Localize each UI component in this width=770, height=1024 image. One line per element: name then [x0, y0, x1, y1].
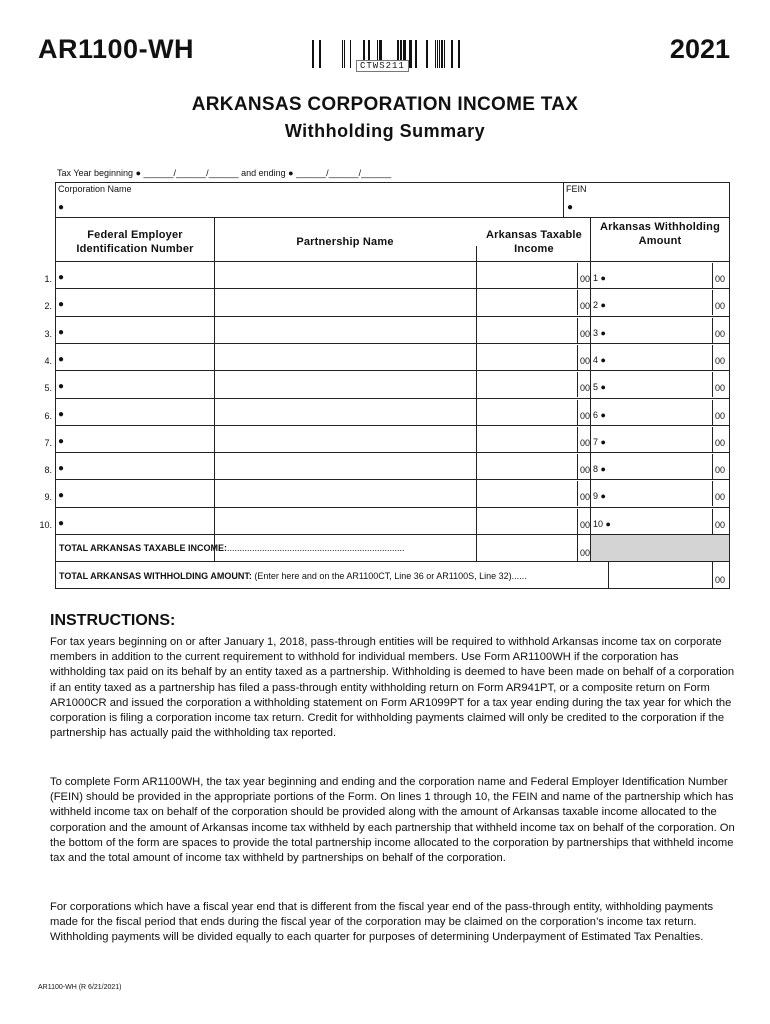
instructions-paragraph-1: For tax years beginning on or after January 1, 2018, pass-through entities will be required to withhold Arkansas income tax on corporate members in addition to the current requirement to withhold for individual members. Use Form AR1100WH if the corporation has withholding tax paid on its behalf by an entity taxed as a partnership. Withholding is deemed to have been made on behalf of a corporation if an entity taxed as a partnership has filed a pass-through entity withholding return on Form AR941PT, or a composite return on Form AR1000CR and issued the corporation a withholding statement on Form AR1099PT for a tax year ending during the tax year for which the corporation is filing a corporation income tax return. Credit for withholding payments claimed will only be credited to the corporation if the partnership has actually paid the withholding tax reported. [50, 636, 735, 740]
barcode-bar [344, 40, 345, 68]
cents-divider [712, 345, 713, 370]
row-withholding-field[interactable]: 1 ● [593, 273, 606, 283]
cents-divider [712, 427, 713, 452]
row-fein-field[interactable]: ● [58, 463, 65, 474]
barcode-bar [342, 40, 343, 68]
cents-divider [712, 400, 713, 425]
instructions-title: INSTRUCTIONS: [50, 612, 176, 629]
total-taxable-income-label: TOTAL ARKANSAS TAXABLE INCOME:....................................................................... [59, 543, 405, 553]
cents-divider [712, 263, 713, 288]
row-fein-field[interactable]: ● [58, 381, 65, 392]
row-fein-field[interactable]: ● [58, 409, 65, 420]
row-withholding-cents[interactable]: 00 [715, 411, 726, 421]
row-withholding-cents[interactable]: 00 [715, 383, 726, 393]
row-fein-field[interactable]: ● [58, 490, 65, 501]
row-withholding-cents[interactable]: 00 [715, 492, 726, 502]
row-fein-field[interactable]: ● [58, 272, 65, 283]
row-number: 10. [39, 520, 52, 530]
row-number: 6. [44, 411, 52, 421]
row-fein-field[interactable]: ● [58, 518, 65, 529]
cents-divider [712, 318, 713, 343]
row-number: 4. [44, 356, 52, 366]
row-number: 2. [44, 301, 52, 311]
row-withholding-cents[interactable]: 00 [715, 520, 726, 530]
cents-divider [712, 481, 713, 506]
row-withholding-field[interactable]: 4 ● [593, 355, 606, 365]
row-withholding-cents[interactable]: 00 [715, 301, 726, 311]
row-divider [55, 316, 730, 317]
total-withholding-cents[interactable]: 00 [715, 575, 726, 585]
row-taxable-cents[interactable]: 00 [580, 329, 591, 339]
row-withholding-field[interactable]: 10 ● [593, 519, 611, 529]
fein-field[interactable]: ● [567, 202, 574, 213]
barcode-bar [441, 40, 443, 68]
barcode-bar [439, 40, 440, 68]
row-taxable-cents[interactable]: 00 [580, 465, 591, 475]
row-withholding-cents[interactable]: 00 [715, 465, 726, 475]
row-withholding-field[interactable]: 7 ● [593, 437, 606, 447]
cents-divider [712, 290, 713, 315]
barcode-bar [426, 40, 428, 68]
barcode-bar [409, 40, 412, 68]
row-withholding-field[interactable]: 5 ● [593, 382, 606, 392]
barcode-bar [437, 40, 438, 68]
row-divider [55, 398, 730, 399]
total-withholding-label: TOTAL ARKANSAS WITHHOLDING AMOUNT: (Enter here and on the AR1100CT, Line 36 or AR1100S, Line 32)...... [59, 571, 527, 581]
shaded-cell [591, 535, 729, 561]
row-divider [55, 425, 730, 426]
cents-divider [577, 263, 578, 288]
cents-divider [577, 454, 578, 479]
row-withholding-cents[interactable]: 00 [715, 329, 726, 339]
cents-divider [577, 290, 578, 315]
row-withholding-cents[interactable]: 00 [715, 356, 726, 366]
row-taxable-cents[interactable]: 00 [580, 438, 591, 448]
row-withholding-field[interactable]: 8 ● [593, 464, 606, 474]
corporation-name-field[interactable]: ● [58, 202, 65, 213]
row-taxable-cents[interactable]: 00 [580, 274, 591, 284]
row-divider [55, 343, 730, 344]
row-fein-field[interactable]: ● [58, 299, 65, 310]
row-taxable-cents[interactable]: 00 [580, 383, 591, 393]
row-number: 8. [44, 465, 52, 475]
form-year: 2021 [669, 34, 730, 64]
row-divider [55, 288, 730, 289]
column-header-fein: Federal Employer Identification Number [76, 229, 194, 255]
row-withholding-cents[interactable]: 00 [715, 274, 726, 284]
row-withholding-field[interactable]: 3 ● [593, 328, 606, 338]
cents-divider [712, 509, 713, 534]
cents-divider [577, 481, 578, 506]
row-withholding-cents[interactable]: 00 [715, 438, 726, 448]
cents-divider [577, 427, 578, 452]
cents-divider [577, 372, 578, 397]
barcode-bar [312, 40, 314, 68]
barcode-bar [319, 40, 321, 68]
form-subtitle: Withholding Summary [284, 121, 486, 141]
column-header-partnership: Partnership Name [296, 236, 394, 248]
tax-year-field[interactable]: Tax Year beginning ● ______/______/______ and ending ● ______/______/______ [57, 168, 392, 178]
instructions-paragraph-2: To complete Form AR1100WH, the tax year beginning and ending and the corporation name and Federal Employer Identification Number (FEIN) should be provided in the appropriate portions of the Form. On lines 1 through 10, the FEIN and name of the partnership which has withheld income tax on behalf of the corporation should be provided along with the amount of Arkansas taxable income allocated to the corporation and the amount of Arkansas income tax withheld by each partnership that withheld income tax on behalf of the corporation. On the bottom of the form are spaces to provide the total partnership income allocated to the corporation by partnerships that withheld income tax and the total amount of income tax withheld by partnerships on behalf of the corporation. [50, 776, 735, 865]
form-id: AR1100-WH [38, 34, 195, 64]
total-taxable-cents[interactable]: 00 [580, 548, 591, 558]
cents-divider [577, 318, 578, 343]
barcode-bar [435, 40, 436, 68]
row-withholding-field[interactable]: 9 ● [593, 491, 606, 501]
column-header-withholding: Arkansas Withholding Amount [599, 221, 721, 247]
fein-label: FEIN [566, 184, 587, 194]
cents-divider [712, 372, 713, 397]
barcode-bar [458, 40, 460, 68]
barcode-bar [415, 40, 417, 68]
cents-divider [577, 345, 578, 370]
row-taxable-cents[interactable]: 00 [580, 301, 591, 311]
form-title: ARKANSAS CORPORATION INCOME TAX [191, 94, 579, 115]
row-withholding-field[interactable]: 6 ● [593, 410, 606, 420]
row-fein-field[interactable]: ● [58, 327, 65, 338]
row-withholding-field[interactable]: 2 ● [593, 300, 606, 310]
cents-divider [712, 454, 713, 479]
row-taxable-cents[interactable]: 00 [580, 356, 591, 366]
barcode-bar [444, 40, 445, 68]
cents-divider [577, 509, 578, 534]
row-taxable-cents[interactable]: 00 [580, 411, 591, 421]
row-divider [55, 507, 730, 508]
row-number: 7. [44, 438, 52, 448]
row-number: 3. [44, 329, 52, 339]
row-divider [55, 479, 730, 480]
cents-divider [577, 400, 578, 425]
barcode-bar [451, 40, 453, 68]
row-taxable-cents[interactable]: 00 [580, 492, 591, 502]
row-divider [55, 370, 730, 371]
row-number: 9. [44, 492, 52, 502]
form-revision-footer: AR1100-WH (R 6/21/2021) [38, 984, 122, 991]
row-divider [55, 452, 730, 453]
row-taxable-cents[interactable]: 00 [580, 520, 591, 530]
row-number: 5. [44, 383, 52, 393]
barcode-bar [350, 40, 351, 68]
row-fein-field[interactable]: ● [58, 436, 65, 447]
column-header-taxable-income: Arkansas Taxable Income [486, 229, 582, 255]
row-fein-field[interactable]: ● [58, 354, 65, 365]
row-number: 1. [44, 274, 52, 284]
corporation-name-label: Corporation Name [58, 184, 132, 194]
barcode-text: CTWS211 [356, 60, 409, 72]
instructions-paragraph-3: For corporations which have a fiscal year end that is different from the fiscal year end of the pass-through entity, withholding payments made for the fiscal period that ends during the fiscal year of the corporation may be claimed on the corporation’s income tax return. Withholding payments will be divided equally to each quarter for purposes of determining Underpayment of Estimated Tax Penalties. [50, 901, 714, 944]
